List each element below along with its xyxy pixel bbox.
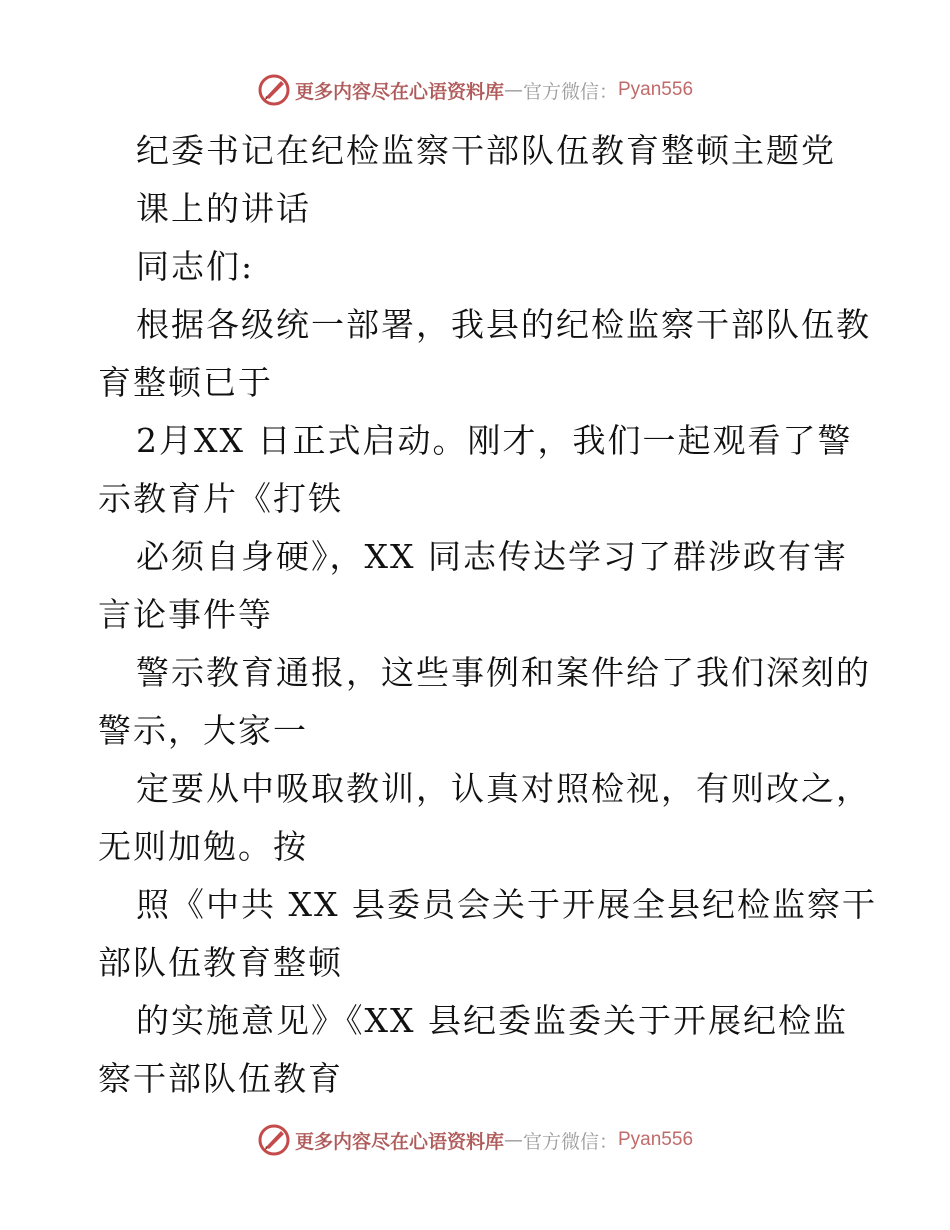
paragraph-line: 警示，大家一: [98, 711, 308, 750]
paragraph-line: 示教育片《打铁: [98, 479, 343, 518]
document-title-line-1: 纪委书记在纪检监察干部队伍教育整顿主题党: [136, 131, 836, 170]
brush-logo-icon: [257, 1123, 291, 1157]
paragraph-line: 警示教育通报，这些事例和案件给了我们深刻的: [136, 653, 871, 692]
banner-wechat-id: Pyan556: [618, 79, 694, 100]
banner-wechat-id: Pyan556: [618, 1129, 694, 1150]
paragraph-line: 察干部队伍教育: [98, 1059, 343, 1098]
banner-main-text: 更多内容尽在心语资料库: [294, 80, 504, 103]
paragraph-line: 照《中共 XX 县委员会关于开展全县纪检监察干: [136, 885, 877, 924]
document-body: [98, 122, 877, 1108]
paragraph-line: 定要从中吸取教训，认真对照检视，有则改之，: [136, 769, 871, 808]
banner-sub-text: 官方微信：: [522, 80, 618, 103]
footer-banner: [0, 1120, 950, 1160]
paragraph-line: 2月XX 日正式启动。刚才，我们一起观看了警: [136, 421, 853, 460]
banner-sub-text: 官方微信：: [522, 1130, 618, 1153]
paragraph-line: 的实施意见》《XX 县纪委监委关于开展纪检监: [136, 1001, 848, 1040]
paragraph-line: 育整顿已于: [98, 363, 273, 402]
paragraph-line: 无则加勉。按: [98, 827, 308, 866]
paragraph-line: 言论事件等: [98, 595, 273, 634]
salutation: 同志们:: [136, 247, 255, 286]
header-banner: [0, 70, 950, 110]
paragraph-line: 必须自身硬》，XX 同志传达学习了群涉政有害: [136, 537, 848, 576]
banner-dash: —: [503, 1129, 523, 1151]
paragraph-lines: [98, 296, 877, 1108]
paragraph-line: 根据各级统一部署，我县的纪检监察干部队伍教: [136, 305, 871, 344]
document-title-line-2: 课上的讲话: [136, 189, 311, 228]
banner-main-text: 更多内容尽在心语资料库: [294, 1130, 504, 1153]
paragraph-line: 部队伍教育整顿: [98, 943, 343, 982]
banner-dash: —: [503, 79, 523, 101]
brush-logo-icon: [257, 73, 291, 107]
